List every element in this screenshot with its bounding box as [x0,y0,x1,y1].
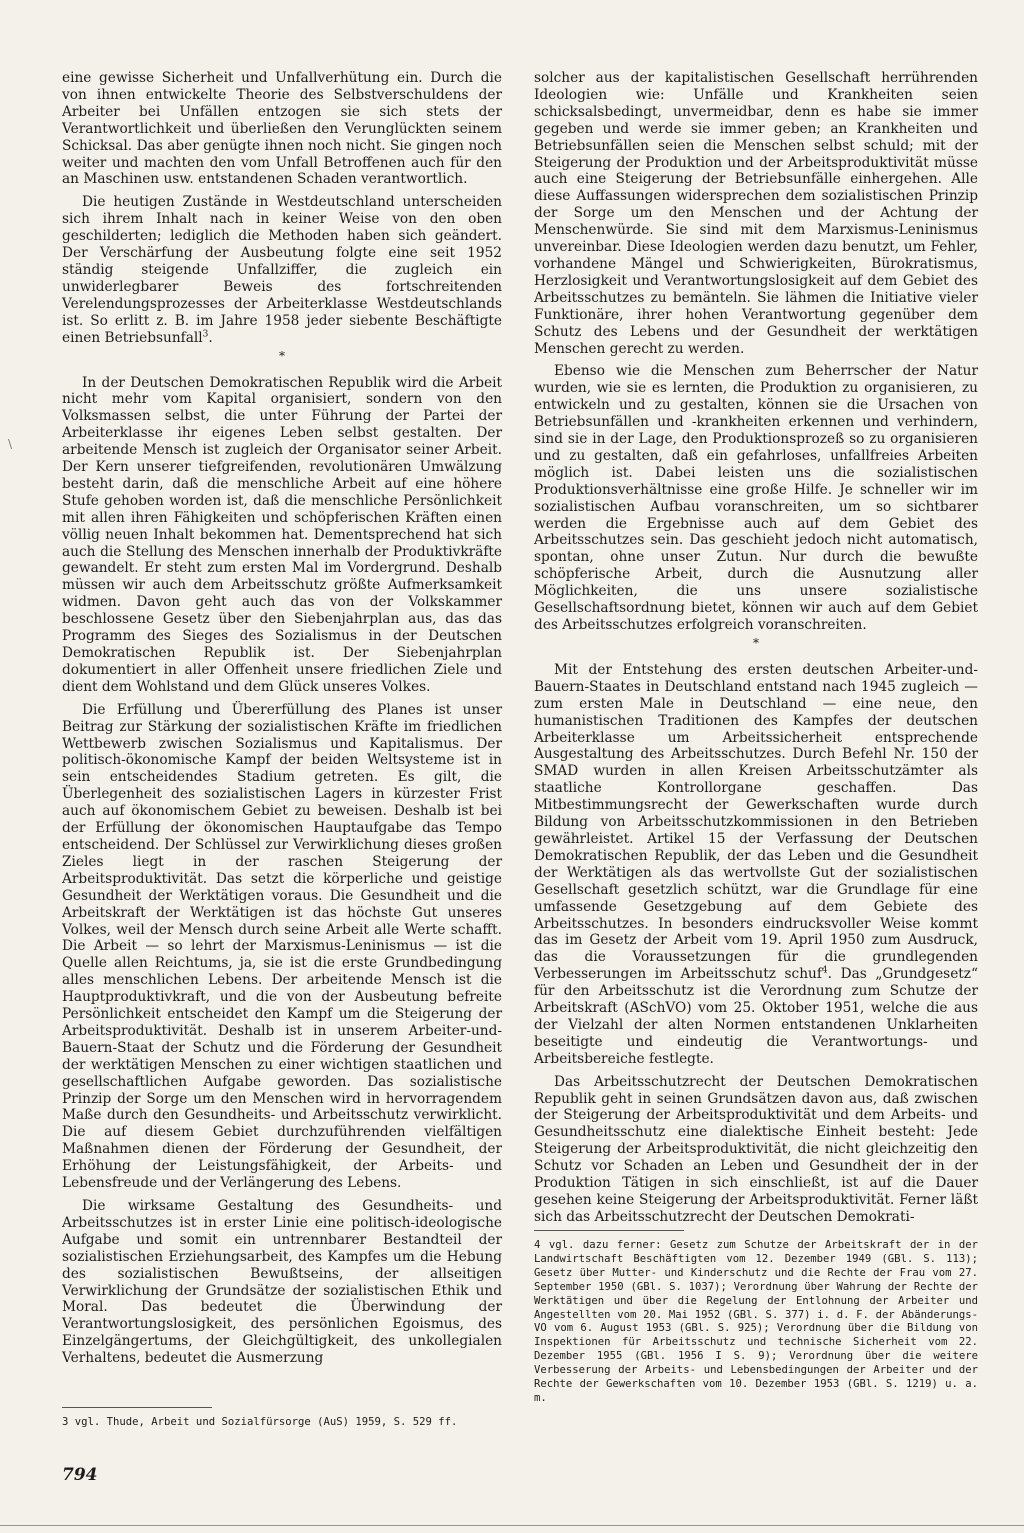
footnote-rule [62,1407,212,1408]
paragraph: Die Erfüllung und Übererfüllung des Planes ist unser Beitrag zur Stärkung der sozialistischen Kräfte im friedlichen Wettbewerb zwischen Sozialismus und Kapitalismus. Der politisch-ökonomische Kampf der beiden Weltsysteme ist in sein entscheidendes Stadium getreten. Es gilt, die Überlegenheit des sozialistischen Lagers in kürzester Frist auch auf ökonomischem Gebiet zu beweisen. Deshalb ist bei der Erfüllung der ökonomischen Hauptaufgabe das Tempo entscheidend. Der Schlüssel zur Verwirklichung dieses großen Zieles liegt in der raschen Steigerung der Arbeitsproduktivität. Das setzt die körperliche und geistige Gesundheit der Werktätigen voraus. Die Gesundheit und die Arbeitskraft der Werktätigen ist das höchste Gut unseres Volkes, weil der Mensch durch seine Arbeit alle Werte schafft. Die Arbeit — so lehrt der Marxismus-Leninismus — ist die Quelle allen Reichtums, ja, sie ist die erste Grundbedingung alles menschlichen Lebens. Der arbeitende Mensch ist die Hauptproduktivkraft, und die von der Ausbeutung befreite Persönlichkeit entscheidet den Kampf um die Steigerung der Arbeitsproduktivität. Deshalb ist in unserem Arbeiter-und-Bauern-Staat der Schutz und die Förderung der Gesundheit der werktätigen Menschen zu einer wichtigen staatlichen und gesellschaftlichen Aufgabe geworden. Das sozialistische Prinzip der Sorge um den Menschen wird in hervorragendem Maße durch den Gesundheits- und Arbeitsschutz verwirklicht. Die auf diesem Gebiet durchzuführenden vielfältigen Maßnahmen dienen der Förderung der Gesundheit, der Erhöhung der Leistungsfähigkeit, der Arbeits- und Lebensfreude und der Verlängerung des Lebens. [62,701,502,1192]
paragraph [534,662,978,1068]
paragraph: Die heutigen Zustände in Westdeutschland unterscheiden sich ihrem Inhalt nach in keiner Weise von den oben geschilderten; lediglich die Methoden haben sich geändert. Der Verschärfung der Ausbeutung folgte eine seit 1952 ständig steigende Unfallziffer, die zugleich ein unwiderlegbarer Beweis des fortschreitenden Verelendungsprozesses der Arbeiterklasse Westdeutschlands ist. So erlitt z. B. im Jahre 1958 jeder siebente Beschäftigte einen Betriebsunfall$^3$. [62,194,502,346]
paragraph-text: Mit der Entstehung des ersten deutschen Arbeiter-und-Bauern-Staates in Deutschland entstand nach 1945 zugleich — zum ersten Male in Deutschland — eine neue, den humanistischen Traditionen des Kampfes der deutschen Arbeiterklasse um Arbeitssicherheit entsprechende Ausgestaltung des Arbeitsschutzes. Durch Befehl Nr. 150 der SMAD wurden in allen Kreisen Arbeitsschutzämter als staatliche Kontrollorgane geschaffen. Das Mitbestimmungsrecht der Gewerkschaften wurde durch Bildung von Arbeitsschutzkommissionen in den Betrieben gewährleistet. Artikel 15 der Verfassung der Deutschen Demokratischen Republik, der das Leben und die Gesundheit der Werktätigen als das wertvollste Gut der sozialistischen Gesellschaft gesetzlich schützt, war die Grundlage für eine umfassende Gesetzgebung auf dem Gebiete des Arbeitsschutzes. In besonders eindrucksvoller Weise kommt das im Gesetz der Arbeit vom 19. April 1950 zum Ausdruck, das die Voraussetzungen für die grundlegenden Verbesserungen im Arbeitsschutz schuf [534,661,978,983]
section-separator: * [753,635,759,650]
paragraph: Die wirksame Gestaltung des Gesundheits- und Arbeitsschutzes ist in erster Linie eine politisch-ideologische Aufgabe und somit ein untrennbarer Bestandteil der sozialistischen Erziehungsarbeit, des Kampfes um die Hebung des sozialistischen Bewußtseins, der allseitigen Verwirklichung der Grundsätze der sozialistischen Ethik und Moral. Das bedeutet die Überwindung der Verantwortungslosigkeit, des persönlichen Egoismus, des Einzelgängertums, der Gleichgültigkeit, des unkollegialen Verhaltens, bedeutet die Ausmerzung [62,1198,502,1367]
page-number: 794 [62,1465,98,1485]
paragraph-text: . Das „Grundgesetz“ für den Arbeitsschutz ist die Verordnung zum Schutze der Arbeitskraft (ASchVO) vom 25. Oktober 1951, [534,966,979,1017]
paragraph: Ebenso wie die Menschen zum Beherrscher der Natur wurden, wie sie es lernten, die Produktion zu organisieren, zu entwickeln und zu gestalten, können sie die Ursachen von Betriebsunfällen und -krankheiten erkennen und verhindern, sind sie in der Lage, den Produktionsprozeß so zu organisieren und zu gestalten, daß ein gefahrloses, unfallfreies Arbeiten möglich ist. Dabei leisten uns die sozialistischen Produktionsverhältnisse eine große Hilfe. Je schneller wir im sozialistischen Aufbau voranschreiten, um so sichtbarer werden die Ergebnisse auch auf dem Gebiet des Arbeitsschutzes sein. Das geschieht jedoch nicht automatisch, spontan, ohne unser Zutun. Nur durch die bewußte schöpferische Arbeit, durch die Ausnutzung aller Möglichkeiten, die uns unsere sozialistische Gesellschaftsordnung bietet, können wir auch auf dem Gebiet des Arbeitsschutzes erfolgreich voranschreiten. [534,363,978,633]
right-column [534,70,978,1232]
left-column [62,70,502,1373]
paragraph: eine gewisse Sicherheit und Unfallverhütung ein. Durch die von ihnen entwickelte Theorie des Selbstverschuldens der Arbeiter bei Unfällen entzogen sie sich stets der Verantwortlichkeit und überließen den Verunglückten seinem Schicksal. Das aber genügte ihnen noch nicht. Sie gingen noch weiter und machten den vom Unfall Betroffenen auch für den an Maschinen usw. entstandenen Schaden verantwortlich. [62,70,502,188]
paragraph: solcher aus der kapitalistischen Gesellschaft herrührenden Ideologien wie: Unfälle und Krankheiten seien schicksalsbedingt, unvermeidbar, denn es habe sie immer gegeben und werde sie immer geben; an Krankheiten und Betriebsunfällen seien die Menschen selbst schuld; mit der Steigerung der Produktion und der Arbeitsproduktivität müsse auch eine Steigerung der Betriebsunfälle einhergehen. Alle diese Auffassungen widersprechen dem sozialistischen Prinzip der Sorge um den Menschen und der Achtung der Menschenwürde. Sie sind mit dem Marxismus-Leninismus unvereinbar. Diese Ideologien werden dazu benutzt, um Fehler, vorhandene Mängel und Schwierigkeiten, Bürokratismus, Herzlosigkeit und Verantwortungslosigkeit auf dem Gebiet des Arbeitsschutzes zu bemänteln. Sie lähmen die Initiative vieler Funktionäre, ihrer hohen Verantwortung gegenüber dem Schutz des Lebens und der Gesundheit der werktätigen Menschen gerecht zu werden. [534,70,978,357]
page-bottom-edge [0,1525,1024,1526]
paragraph-text: welche die aus der Vielzahl der alten Normen entstandenen Unklarheiten beseitigte und eindeutig die Verantwortungs- und Arbeitsbereiche festlegte. [534,1000,978,1067]
footnote: 3 vgl. Thude, Arbeit und Sozialfürsorge (AuS) 1959, S. 529 ff. [62,1416,458,1428]
paragraph: Das Arbeitsschutzrecht der Deutschen Demokratischen Republik geht in seinen Grundsätzen davon aus, daß zwischen der Steigerung der Arbeitsproduktivität und dem Arbeits- und Gesundheitsschutz eine dialektische Einheit besteht: Jede Steigerung der Arbeitsproduktivität, die nicht gleichzeitig den Schutz vor Schaden an Leben und Gesundheit der in der Produktion Tätigen in sich einschließt, ist auf die Dauer gesehen keine Steigerung der Arbeitsproduktivität. Ferner läßt sich das Arbeitsschutzrecht der Deutschen Demokrati- [534,1073,978,1225]
section-separator: * [279,348,285,363]
footnote-ref: 3 [202,329,209,340]
paragraph-text: Die heutigen Zustände in Westdeutschland unterscheiden sich ihrem Inhalt nach in keiner Weise von den oben geschilderten; lediglich die Methoden haben sich geändert. Der Verschärfung der Ausbeutung folgte eine seit 1952 ständig steigende Unfallziffer, die zugleich ein unwiderlegbarer Beweis des fortschreitenden Verelendungsprozesses der Arbeiterklasse Westdeutschlands ist. So erlitt z. B. im Jahre 1958 jeder siebente Beschäftigte einen Betriebsunfall [62,194,502,346]
paragraph: In der Deutschen Demokratischen Republik wird die Arbeit nicht mehr vom Kapital organisiert, sondern von den Volksmassen selbst, die unter Führung der Partei der Arbeiterklasse ihr eigenes Leben selbst gestalten. Der arbeitende Mensch ist zugleich der Organisator seiner Arbeit. Der Kern unserer tiefgreifenden, revolutionären Umwälzung besteht darin, daß die menschliche Arbeit auf eine höhere Stufe gehoben worden ist, daß die menschliche Persönlichkeit mit allen ihren Fähigkeiten und schöpferischen Kräften einen völlig neuen Inhalt bekommen hat. Dementsprechend hat sich auch die Stellung des Menschen innerhalb der Produktivkräfte gewandelt. Er steht zum ersten Mal im Vordergrund. Deshalb müssen wir auch dem Arbeitsschutz größte Aufmerksamkeit widmen. Davon geht auch das von der Volkskammer beschlossene Gesetz über den Siebenjahrplan aus, das das Programm des Sieges des Sozialismus in der Deutschen Demokratischen Republik ist. Der Siebenjahrplan dokumentiert in aller Offenheit unsere friedlichen Ziele und dient dem Wohlstand und dem Glück unseres Volkes. [62,374,502,695]
footnote: 4 vgl. dazu ferner: Gesetz zum Schutze der Arbeitskraft der in der Landwirtschaft Beschäftigten vom 12. Dezember 1949 (GBl. S. 113); Gesetz über Mutter- und Kinderschutz und die Rechte der Frau vom 27. September 1950 (GBl. S. 1037); Verordnung über Wahrung der Rechte der Werktätigen und über die Regelung der Entlohnung der Arbeiter und Angestellten vom 20. Mai 1952 (GBl. S. 377) i. d. F. der Abänderungs-VO vom 6. August 1953 (GBl. S. 925); Verordnung über die Bildung von Inspektionen für Arbeitsschutz und technische Sicherheit vom 22. Dezember 1955 (GBl. 1956 I S. 9); Verordnung über die weitere Verbesserung der Arbeits- und Lebensbedingungen der Arbeiter und der Rechte der Gewerkschaften vom 10. Dezember 1953 (GBl. S. 1219) u. a. m. [534,1239,978,1404]
footnote-rule [534,1230,684,1231]
footnote-ref: 4 [821,965,828,976]
margin-mark: \ [8,437,13,451]
